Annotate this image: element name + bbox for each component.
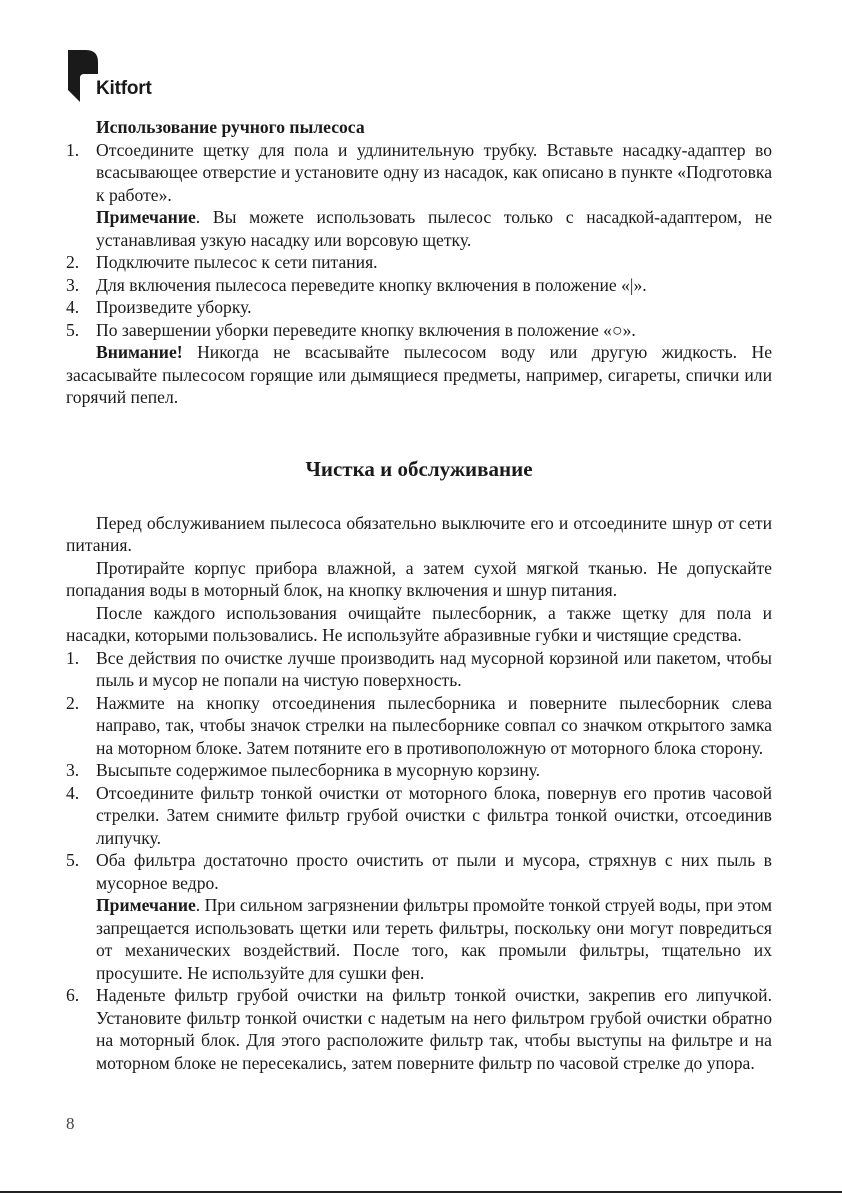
list-number: 5.: [66, 319, 80, 340]
list-item: [66, 759, 772, 782]
paragraph: Перед обслуживанием пылесоса обязательно выключите его и отсоедините шнур от сети питания.: [66, 512, 772, 555]
list-text: Высыпьте содержимое пылесборника в мусорную корзину.: [96, 760, 541, 780]
list-number: 1.: [66, 139, 80, 160]
list-number: 4.: [66, 297, 80, 317]
list-item: [66, 319, 772, 342]
list-number: 3.: [66, 760, 80, 780]
list-item: [66, 647, 772, 692]
warning-label: Внимание!: [96, 342, 183, 362]
page-bottom-rule: [0, 1191, 842, 1193]
note-label: Примечание: [96, 207, 196, 227]
list-text: Оба фильтра достаточно просто очистить от пыли и мусора, стряхнув с них пыль в мусорное ведро.: [96, 850, 772, 893]
paragraph: Протирайте корпус прибора влажной, а затем сухой мягкой тканью. Не допускайте попадания воды в моторный блок, на кнопку включения и шнур питания.: [66, 557, 772, 600]
brand-name: Kitfort: [96, 78, 152, 99]
note-text: . При сильном загрязнении фильтры промойте тонкой струей воды, при этом запрещается использовать щетки или тереть фильтры, поскольку они могут повредиться от механических воздействий. После того, как промыли фильтры, тщательно их просушите. Не используйте для сушки фен.: [96, 895, 772, 983]
section-heading-handheld: Использование ручного пылесоса: [96, 117, 365, 137]
note-text: . Вы можете использовать пылесос только с насадкой-адаптером, не устанавливая узкую насадку или ворсовую щетку.: [96, 207, 772, 250]
note-paragraph: [66, 894, 772, 984]
paragraph: После каждого использования очищайте пылесборник, а также щетку для пола и насадки, которыми пользовались. Не используйте абразивные губки и чистящие средства.: [66, 602, 772, 645]
list-text: Произведите уборку.: [96, 297, 252, 317]
list-item: [66, 984, 772, 1074]
list-item: [66, 251, 772, 274]
list-text: Отсоедините фильтр тонкой очистки от моторного блока, повернув его против часовой стрелки. Затем снимите фильтр грубой очистки с фильтра тонкой очистки, отсоединив липучку.: [96, 782, 772, 848]
list-text: По завершении уборки переведите кнопку включения в положение «○».: [96, 319, 636, 340]
list-number: 3.: [66, 274, 80, 295]
list-text: Наденьте фильтр грубой очистки на фильтр тонкой очистки, закрепив его липучкой. Установите фильтр тонкой очистки с надетым на него фильтром грубой очистки обратно на моторный блок. Для этого расположите фильтр так, чтобы выступы на фильтре и на моторном блоке не пересекались, затем поверните фильтр по часовой стрелке до упора.: [96, 985, 772, 1073]
list-item: [66, 692, 772, 760]
list-item: [66, 139, 772, 207]
list-text: Подключите пылесос к сети питания.: [96, 252, 378, 272]
list-number: 6.: [66, 985, 80, 1005]
list-text: Нажмите на кнопку отсоединения пылесборника и поверните пылесборник слева направо, так, чтобы значок стрелки на пылесборнике совпал со значком открытого замка на моторном блоке. Затем потяните его в противоположную от моторного блока сторону.: [96, 692, 772, 758]
list-text: Для включения пылесоса переведите кнопку включения в положение «|».: [96, 274, 647, 295]
note-paragraph: [66, 206, 772, 251]
note-label: Примечание: [96, 895, 196, 915]
warning-paragraph: [66, 341, 772, 409]
warning-text: Никогда не всасывайте пылесосом воду или другую жидкость. Не засасывайте пылесосом горящие или дымящиеся предметы, например, сигареты, спички или горячий пепел.: [66, 342, 772, 407]
list-item: [66, 274, 772, 297]
list-item: [66, 782, 772, 850]
page-number: 8: [66, 1114, 75, 1133]
list-item: [66, 296, 772, 319]
list-number: 4.: [66, 782, 80, 803]
page-content: [66, 116, 772, 1074]
list-text: Все действия по очистке лучше производить над мусорной корзиной или пакетом, чтобы пыль и мусор не попали на чистую поверхность.: [96, 647, 772, 690]
list-text: Отсоедините щетку для пола и удлинительную трубку. Вставьте насадку-адаптер во всасывающее отверстие и установите одну из насадок, как описано в пункте «Подготовка к работе».: [96, 139, 772, 205]
section-title-cleaning: Чистка и обслуживание: [305, 456, 533, 481]
list-number: 2.: [66, 252, 80, 272]
list-number: 5.: [66, 850, 80, 870]
kitfort-logo-icon: [68, 50, 98, 102]
list-number: 2.: [66, 692, 80, 713]
list-number: 1.: [66, 647, 80, 668]
list-item: [66, 849, 772, 894]
